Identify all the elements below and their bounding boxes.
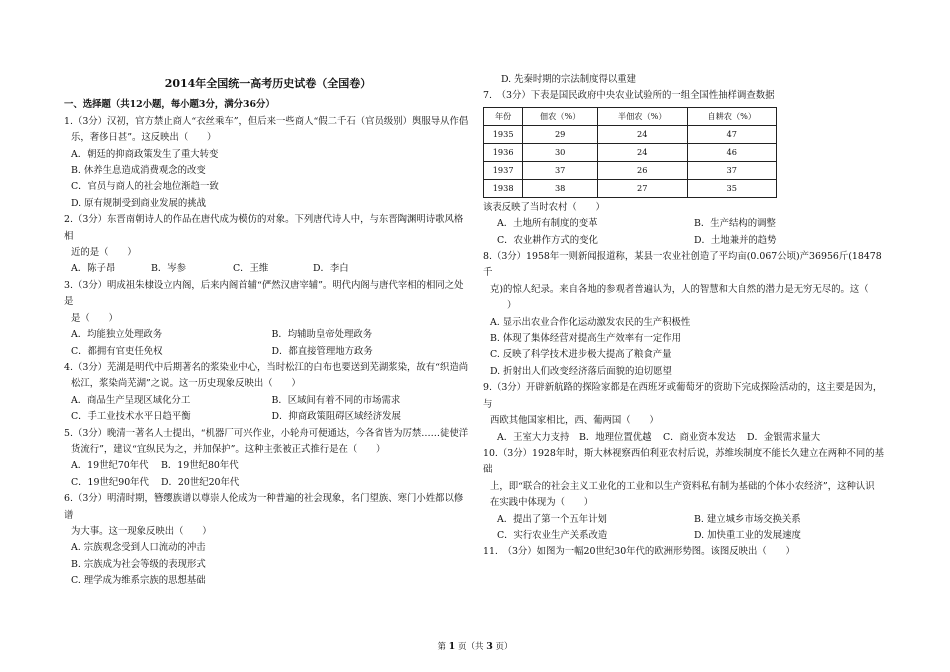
- footer-middle: 页（共: [457, 642, 484, 652]
- table-cell: 1938: [484, 179, 523, 197]
- table-header: 半佃农（%）: [598, 107, 687, 125]
- question-1-option-d: D. 原有规制受到商业发展的挑战: [71, 197, 207, 209]
- question-10-option-a: A．提出了第一个五年计划: [497, 513, 607, 525]
- question-1: [64, 114, 472, 212]
- question-8-option-b: B. 体现了集体经营对提高生产效率有一定作用: [490, 333, 681, 345]
- question-6-text-cont: 为大事。这一现象反映出（ ）: [71, 525, 212, 537]
- question-7-stem: 该表反映了当时农村（ ）: [483, 201, 605, 213]
- left-column: [64, 0, 472, 590]
- table-row: [484, 125, 777, 143]
- table-cell: 37: [523, 161, 598, 179]
- question-7-option-a: A．土地所有制度的变革: [497, 218, 598, 230]
- question-5-option-b: B．19世纪80年代: [161, 460, 239, 472]
- question-2-option-d: D．李白: [313, 263, 349, 275]
- question-10-text-end: 在实践中体现为（ ）: [490, 497, 594, 509]
- table-header: 佃农（%）: [523, 107, 598, 125]
- question-9-option-a: A．王室大力支持: [497, 431, 570, 443]
- table-cell: 37: [687, 161, 777, 179]
- question-9-option-c: C．商业资本发达: [663, 431, 736, 443]
- question-2-options: [64, 261, 472, 277]
- question-1-text-cont: 乐，奢侈日甚”。这反映出（ ）: [71, 132, 217, 144]
- table-cell: 38: [523, 179, 598, 197]
- question-8-option-a: A. 显示出农业合作化运动激发农民的生产积极性: [490, 316, 691, 328]
- question-3-option-d: D．都直接管理地方政务: [271, 345, 373, 357]
- question-7: [483, 88, 891, 249]
- exam-title: 2014年全国统一高考历史试卷（全国卷）: [164, 77, 372, 90]
- question-4-options-ab: [64, 393, 472, 409]
- table-header: 自耕农（%）: [687, 107, 777, 125]
- question-4-option-d: D．抑商政策阻碍区域经济发展: [271, 411, 401, 423]
- question-5: [64, 426, 472, 492]
- question-8-option-c: C. 反映了科学技术进步极大提高了粮食产量: [490, 349, 672, 361]
- page-total: 3: [486, 641, 493, 652]
- question-5-option-d: D．20世纪20年代: [161, 476, 240, 488]
- question-10-option-c: C．实行农业生产关系改造: [497, 529, 608, 541]
- question-3-text: 3.（3分）明成祖朱棣设立内阁，后来内阁首辅“俨然汉唐宰辅”。明代内阁与唐代宰相的相同之处是: [64, 279, 464, 308]
- question-4-option-b: B．区域间有着不同的市场需求: [271, 394, 401, 406]
- question-9-text-cont: 西欧其他国家相比，西、葡两国（ ）: [490, 415, 659, 427]
- footer-prefix: 第: [437, 642, 446, 652]
- table-cell: 29: [523, 125, 598, 143]
- question-1-text: 1.（3分）汉初，官方禁止商人“衣丝乘车”，但后来一些商人“假二千石（官员级别）舆服导从作倡: [64, 115, 469, 127]
- question-8-text: 8.（3分）1958年一则新闻报道称，某县一农业社创造了平均亩(0.067公顷)产36956斤(18478千: [483, 251, 882, 279]
- question-6-text: 6.（3分）明清时期，簪缨族谱以尊崇人伦成为一种普遍的社会现象，名门望族、寒门小姓都以修谱: [64, 493, 464, 521]
- question-10: [483, 446, 891, 544]
- question-8-option-d: D. 折射出人们改变经济落后面貌的迫切愿望: [490, 365, 672, 377]
- question-2-option-c: C．王维: [233, 263, 269, 275]
- table-cell: 24: [598, 125, 687, 143]
- question-4-option-a: A．商品生产呈现区域化分工: [71, 394, 191, 406]
- question-3-options-ab: [64, 327, 472, 343]
- question-5-text: 5.（3分）晚清一著名人士提出，“机器厂可兴作业，小轮舟可便通达，今各省皆为厉禁……徒使洋: [64, 427, 469, 439]
- question-9-option-d: D．金银需求量大: [747, 431, 821, 443]
- table-cell: 46: [687, 143, 777, 161]
- question-5-option-c: C．19世纪90年代: [71, 476, 149, 488]
- question-8: [483, 249, 891, 380]
- question-8-text-cont: 克)的惊人纪录。来自各地的参观者普遍认为，人的智慧和大自然的潜力是无穷无尽的。这（: [490, 283, 869, 295]
- question-1-option-c: C．官员与商人的社会地位渐趋一致: [71, 181, 219, 193]
- question-9-text: 9.（3分）开辟新航路的探险家都是在西班牙或葡萄牙的资助下完成探险活动的，这主要是因为，与: [483, 382, 883, 410]
- question-2: [64, 212, 472, 278]
- page-number: 1: [448, 641, 456, 652]
- question-3-text-cont: 是（ ）: [71, 312, 118, 324]
- question-5-options-ab: [64, 458, 472, 474]
- question-9-options: [483, 430, 891, 446]
- footer-suffix: 页）: [495, 642, 513, 652]
- question-7-options-cd: [483, 233, 891, 249]
- question-5-options-cd: [64, 475, 472, 491]
- question-6-option-c: C. 理学成为维系宗族的思想基础: [71, 575, 206, 587]
- table-cell: 26: [598, 161, 687, 179]
- question-5-option-a: A．19世纪70年代: [71, 460, 149, 472]
- table-cell: 1936: [484, 143, 523, 161]
- question-2-text-cont: 近的是（ ）: [71, 247, 137, 259]
- question-7-data-table: [483, 107, 777, 198]
- question-6-option-b: B. 宗族成为社会等级的表现形式: [71, 558, 206, 570]
- question-4-text-cont: 松江，浆染尚芜湖”之说。这一历史现象反映出（ ）: [71, 378, 301, 390]
- question-10-text-cont: 上，即“联合的社会主义工业化的工业和以生产资料私有制为基础的个体小农经济”，这种认识: [490, 480, 875, 492]
- question-4: [64, 360, 472, 426]
- question-7-options-ab: [483, 216, 891, 232]
- table-cell: 24: [598, 143, 687, 161]
- question-6-option-d: D. 先秦时期的宗法制度得以重建: [501, 74, 637, 85]
- question-7-option-c: C．农业耕作方式的变化: [497, 234, 598, 246]
- question-9: [483, 380, 891, 446]
- question-3-options-cd: [64, 344, 472, 360]
- question-3: [64, 278, 472, 360]
- question-1-option-b: B. 休养生息造成消费观念的改变: [71, 165, 206, 177]
- question-3-option-c: C．都拥有官吏任免权: [71, 345, 163, 357]
- question-11-text: 11. （3分）如图为一幅20世纪30年代的欧洲形势图。该图反映出（ ）: [483, 546, 795, 558]
- question-9-option-b: B．地理位置优越: [579, 431, 652, 443]
- question-7-text: 7. （3分）下表是国民政府中央农业试验所的一组全国性抽样调查数据: [483, 90, 775, 102]
- question-10-text: 10.（3分）1928年时，斯大林视察西伯利亚农村后说，苏维埃制度不能长久建立在两种不同的基础: [483, 447, 884, 476]
- table-cell: 35: [687, 179, 777, 197]
- page-footer: [0, 640, 950, 652]
- table-cell: 47: [687, 125, 777, 143]
- question-2-text: 2.（3分）东晋南朝诗人的作品在唐代成为模仿的对象。下列唐代诗人中，与东晋陶渊明诗歌风格相: [64, 214, 464, 242]
- table-row: [484, 179, 777, 197]
- question-2-option-a: A．陈子昂: [71, 263, 116, 275]
- table-cell: 1935: [484, 125, 523, 143]
- question-10-options-cd: [483, 528, 891, 544]
- question-6: [64, 491, 472, 589]
- question-5-text-cont: 货流行”，建议“宜纵民为之，并加保护”。这种主张被正式推行是在（ ）: [71, 443, 386, 455]
- question-3-option-a: A．均能独立处理政务: [71, 329, 163, 341]
- question-1-option-a: A．朝廷的抑商政策发生了重大转变: [71, 148, 219, 160]
- question-10-option-b: B. 建立城乡市场交换关系: [694, 513, 801, 525]
- question-10-option-d: D. 加快重工业的发展速度: [694, 529, 801, 541]
- table-cell: 27: [598, 179, 687, 197]
- right-column: [483, 0, 891, 561]
- question-4-options-cd: [64, 409, 472, 425]
- table-cell: 30: [523, 143, 598, 161]
- question-4-text: 4.（3分）芜湖是明代中后期著名的浆染业中心，当时松江的白布也要送到芜湖浆染，故有“织造尚: [64, 361, 469, 373]
- question-2-option-b: B．岑参: [151, 263, 187, 275]
- question-10-options-ab: [483, 512, 891, 528]
- question-8-text-end: ）: [507, 300, 517, 312]
- table-header: 年份: [484, 107, 523, 125]
- question-7-option-b: B．生产结构的调整: [694, 218, 776, 230]
- question-7-option-d: D．土地兼并的趋势: [694, 234, 777, 246]
- table-row: [484, 161, 777, 179]
- table-header-row: [484, 107, 777, 125]
- question-11: [483, 544, 891, 560]
- table-cell: 1937: [484, 161, 523, 179]
- question-4-option-c: C．手工业技术水平日趋平衡: [71, 411, 191, 423]
- table-row: [484, 143, 777, 161]
- section-heading: 一、选择题（共12小题，每小题3分，满分36分）: [64, 99, 275, 111]
- question-6-option-a: A. 宗族观念受到人口流动的冲击: [71, 542, 206, 554]
- question-3-option-b: B．均辅助皇帝处理政务: [271, 329, 373, 341]
